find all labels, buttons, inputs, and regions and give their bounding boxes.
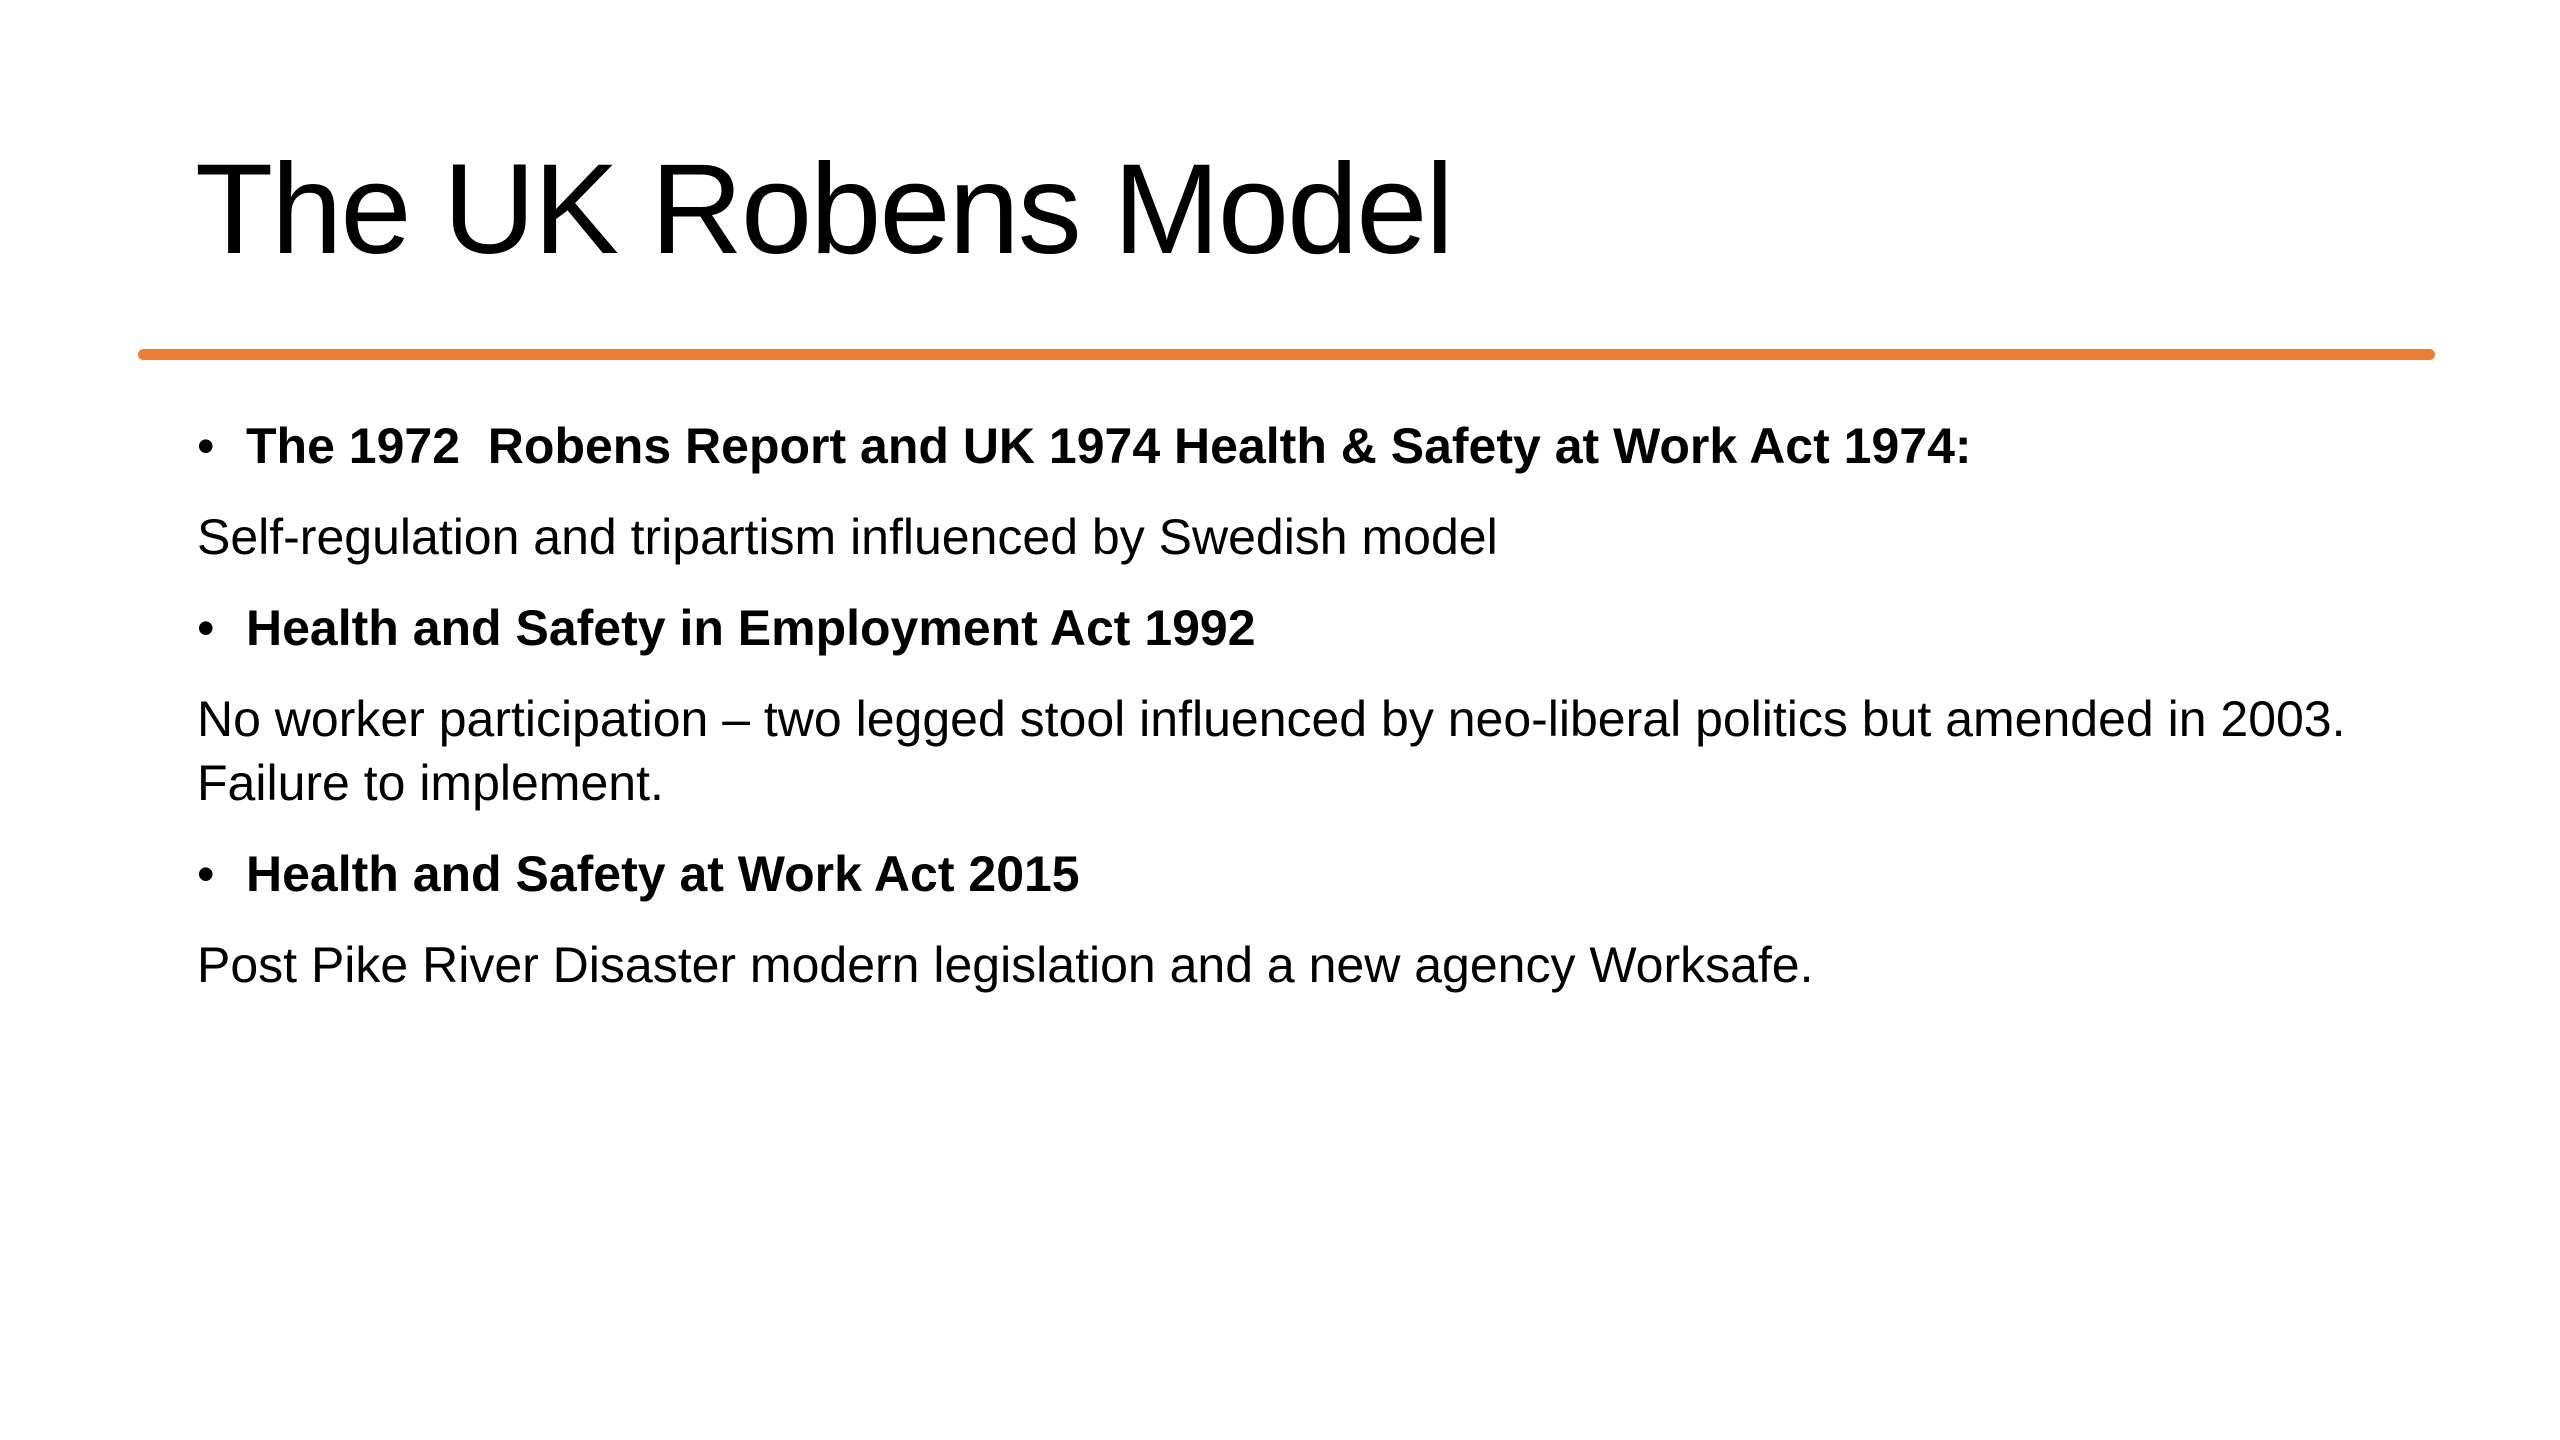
bullet-heading-1: The 1972 Robens Report and UK 1974 Health & Safety at Work Act 1974: <box>246 418 1972 474</box>
bullet-icon: • <box>197 846 215 902</box>
title-divider <box>138 349 2435 360</box>
body-text-1: Self-regulation and tripartism influenced by Swedish model <box>197 509 1498 565</box>
bullet-item-1 <box>197 415 2427 477</box>
slide-content <box>197 415 2427 997</box>
bullet-icon: • <box>197 600 215 656</box>
bullet-heading-2: Health and Safety in Employment Act 1992 <box>246 600 1256 656</box>
body-text-3: Post Pike River Disaster modern legislation and a new agency Worksafe. <box>197 937 1814 993</box>
slide-title: The UK Robens Model <box>195 138 1452 281</box>
bullet-item-3 <box>197 843 2427 905</box>
bullet-item-2 <box>197 597 2427 659</box>
body-text-2: No worker participation – two legged stool influenced by neo-liberal politics but amended in 2003. Failure to implement. <box>197 691 2346 811</box>
bullet-heading-3: Health and Safety at Work Act 2015 <box>246 846 1080 902</box>
bullet-icon: • <box>197 418 215 474</box>
